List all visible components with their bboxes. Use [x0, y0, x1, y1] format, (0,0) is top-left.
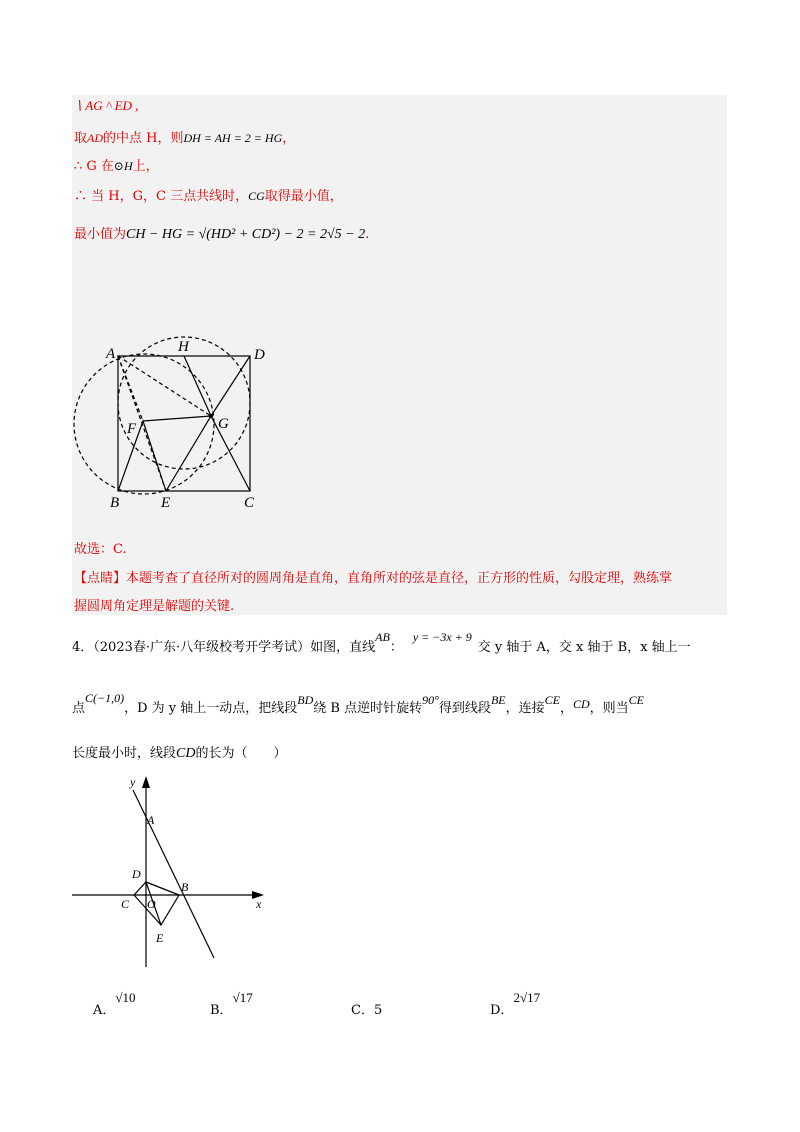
label-a: A	[106, 346, 116, 362]
solution-line-4: ∴ 当 H，G，C 三点共线时，CG取得最小值，	[74, 189, 343, 204]
label-c: C	[244, 495, 255, 511]
solution-line-5: 最小值为CH − HG = √(HD² + CD²) − 2 = 2√5 − 2.	[74, 227, 370, 242]
question-4-line-3: 长度最小时，线段CD的长为（ ）	[72, 746, 287, 761]
triangle-bfe	[118, 421, 166, 491]
option-b[interactable]: B．√17	[210, 990, 253, 1018]
label-e: E	[161, 495, 171, 511]
label-d: D	[132, 867, 141, 881]
segment-fg	[143, 416, 211, 421]
option-c[interactable]: C．5	[351, 1003, 383, 1018]
square-abcd	[118, 356, 250, 491]
label-f: F	[127, 421, 137, 437]
segment-dg	[211, 356, 250, 416]
solution-answer: 故选：C.	[74, 542, 127, 557]
label-c: C	[121, 897, 130, 911]
label-o: O	[147, 897, 156, 911]
label-a: A	[147, 813, 155, 827]
axis-label-y: y	[130, 775, 136, 789]
label-e: E	[156, 931, 164, 945]
geometry-figure-square-circles	[72, 330, 292, 515]
point-g-dot	[209, 414, 213, 418]
y-axis-arrow-icon	[142, 776, 150, 788]
solution-line-2: 取AD的中点 H，则DH = AH = 2 = HG，	[74, 131, 296, 146]
triangle-cdb	[134, 882, 179, 895]
solution-comment-2: 握圆周角定理是解题的关键.	[74, 599, 235, 614]
question-4-line-2: 点C(−1,0)，D 为 y 轴上一动点，把线段BD绕 B 点逆时针旋转90°得到线段BE，连接CE，CD，则当CE	[72, 691, 645, 716]
axis-label-x: x	[256, 897, 262, 911]
solution-line-3: ∴ G 在⊙H上，	[74, 159, 159, 174]
option-d[interactable]: D．2√17	[490, 990, 541, 1018]
question-4-line-1: 4．（2023春·广东·八年级校考开学考试）如图，直线AB：y = −3x + 9交 y 轴于 A，交 x 轴于 B，x 轴上一	[72, 630, 691, 655]
label-d: D	[254, 347, 265, 363]
solution-comment-1: 【点睛】本题考查了直径所对的圆周角是直角，直角所对的弦是直径，正方形的性质，勾股定理，熟练掌	[74, 571, 673, 586]
solution-line-1: ∖ AG ^ ED ,	[74, 98, 139, 113]
label-g: G	[218, 416, 229, 432]
option-a[interactable]: A．√10	[93, 990, 136, 1018]
label-b: B	[181, 880, 189, 894]
label-b: B	[110, 495, 120, 511]
coordinate-figure	[68, 772, 278, 972]
solution-panel	[72, 95, 727, 615]
label-h: H	[178, 339, 189, 355]
line-ab	[133, 790, 214, 958]
